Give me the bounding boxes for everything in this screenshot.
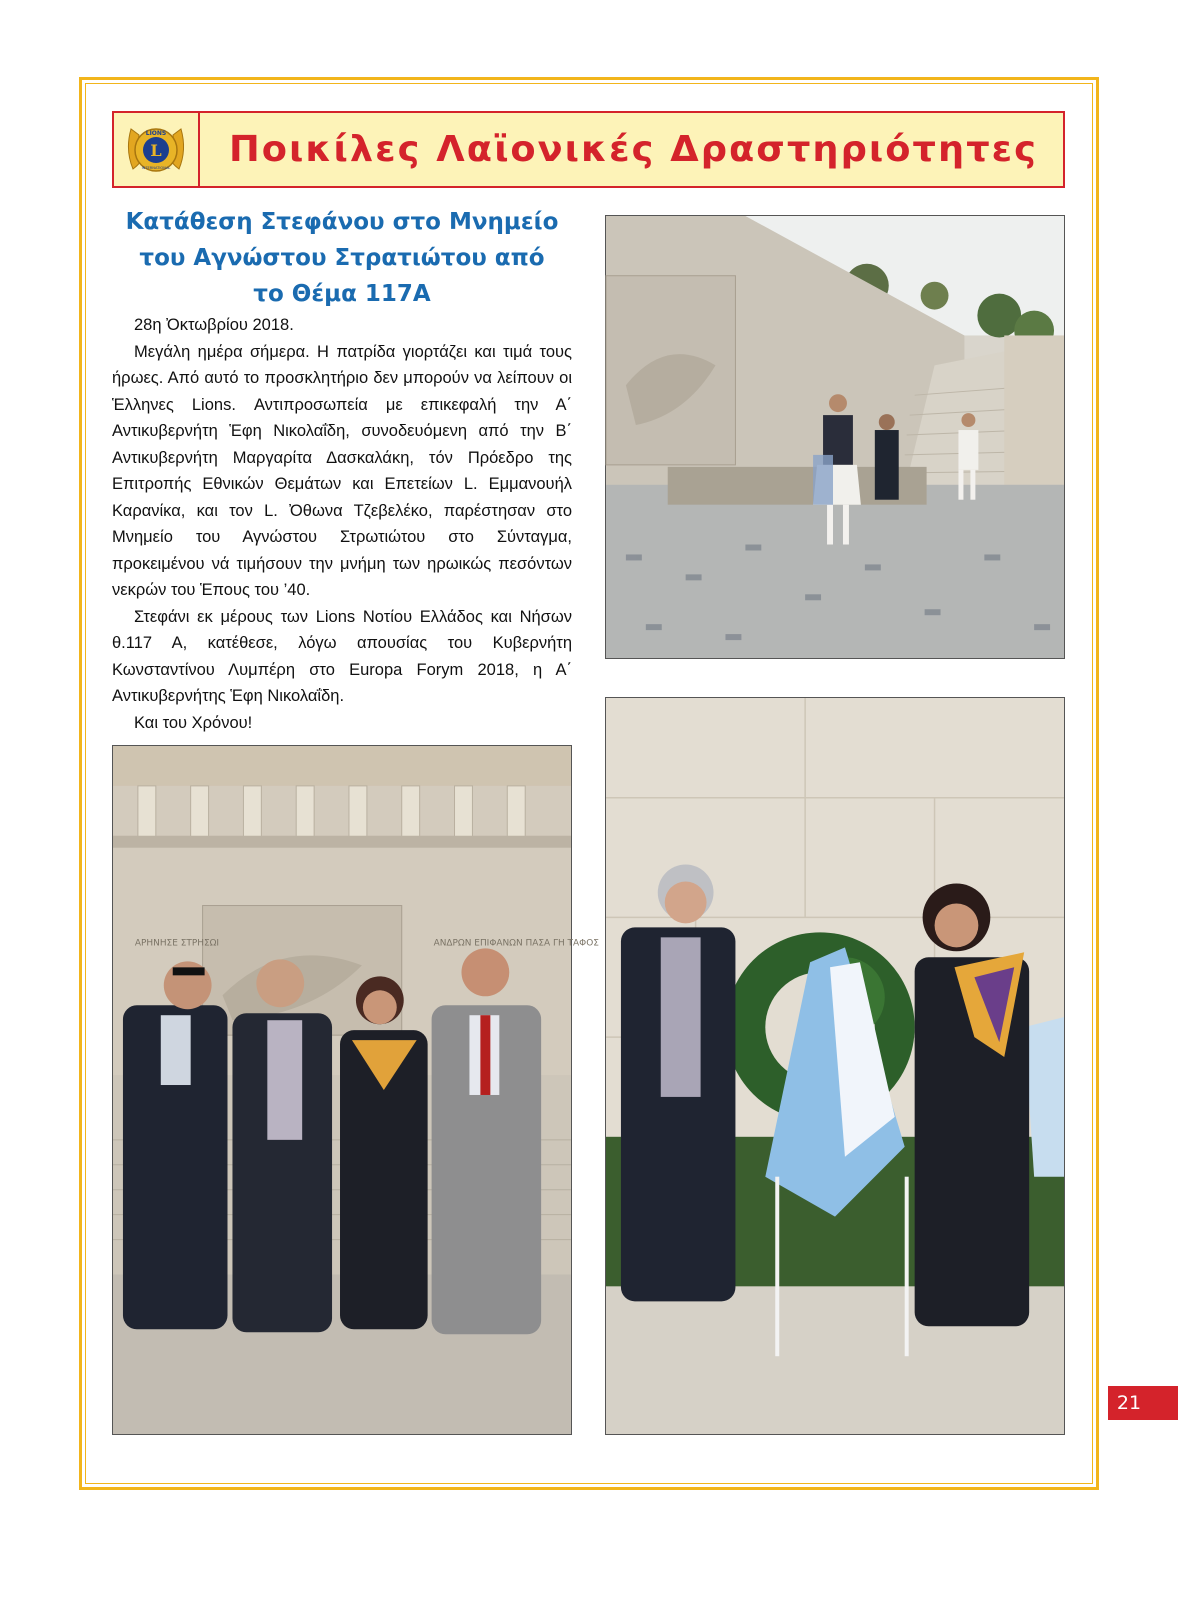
logo-top-text: LIONS [145,129,167,137]
article-title-line: του Αγνώστου Στρατιώτου από [139,245,545,271]
page-number-strip [1150,1386,1178,1420]
section-header [112,111,1065,188]
article-title-line: Κατάθεση Στεφάνου στο Μνημείο [125,209,559,235]
section-title: Ποικίλες Λαϊονικές Δραστηριότητες [229,129,1038,170]
logo-letter: L [150,140,162,160]
article-date: 28η Ὀκτωβρίου 2018. [134,316,294,334]
photo-evzones-monument [605,215,1065,659]
article-title-line: το Θέμα 117Α [253,281,431,307]
logo-bottom-text: INTERNATIONAL [141,165,171,170]
page-number: 21 [1108,1386,1150,1420]
article-closing: Και του Χρόνου! [134,713,253,732]
article-paragraph: Στεφάνι εκ μέρους των Lions Νοτίου Ελλάδος και Νήσων θ.117 Α, κατέθεσε, λόγω απουσίας του Κυβερνήτη Κωνσταντίνου Λυμπέρη στο Europa Forym 2018, η Α΄ Αντικυβερνήτης Ἑφη Νικολαΐδη. [112,607,572,705]
photo-group-monument [112,745,599,1435]
article-paragraph: Μεγάλη ημέρα σήμερα. Η πατρίδα γιορτάζει και τιμά τους ήρωες. Από αυτό το προσκλητήριο δεν μπορούν να λείπουν οι Ἑλληνες Lions. Αντιπροσωπεία με επικεφαλή την Α΄ Αντικυβερνήτη Ἑφη Νικολαΐδη, συνοδευόμενη από την Β΄ Αντικυβερνήτη Μαργαρίτα Δασκαλάκη, τόν Πρόεδρο της Επιτροπής Εθνικών Θεμάτων και Επετείων L. Εμμανουήλ Καρανίκα, και τον L. Ὀθωνα Τζεβελέκο, παρέστησαν στο Μνημείο του Αγνώστου Στρωτιώτου στο Σύνταγμα, προκειμένου νά τιμήσουν την μνήμη των ηρωικώς πεσόντων νεκρών του Ἑπους του ’40. [112,342,572,599]
monument-inscription-left: ΑΡΗΝΗΣΕ ΣΤΡΗΣΩΙ [134,938,220,949]
lions-logo [114,113,200,186]
article-body [112,312,572,736]
article-title [112,204,572,312]
lions-emblem-icon [123,119,189,181]
monument-inscription-right: ΑΝΔΡΩΝ ΕΠΙΦΑΝΩΝ ΠΑΣΑ ΓΗ ΤΑΦΟΣ [433,938,599,949]
photo-wreath [605,697,1065,1435]
